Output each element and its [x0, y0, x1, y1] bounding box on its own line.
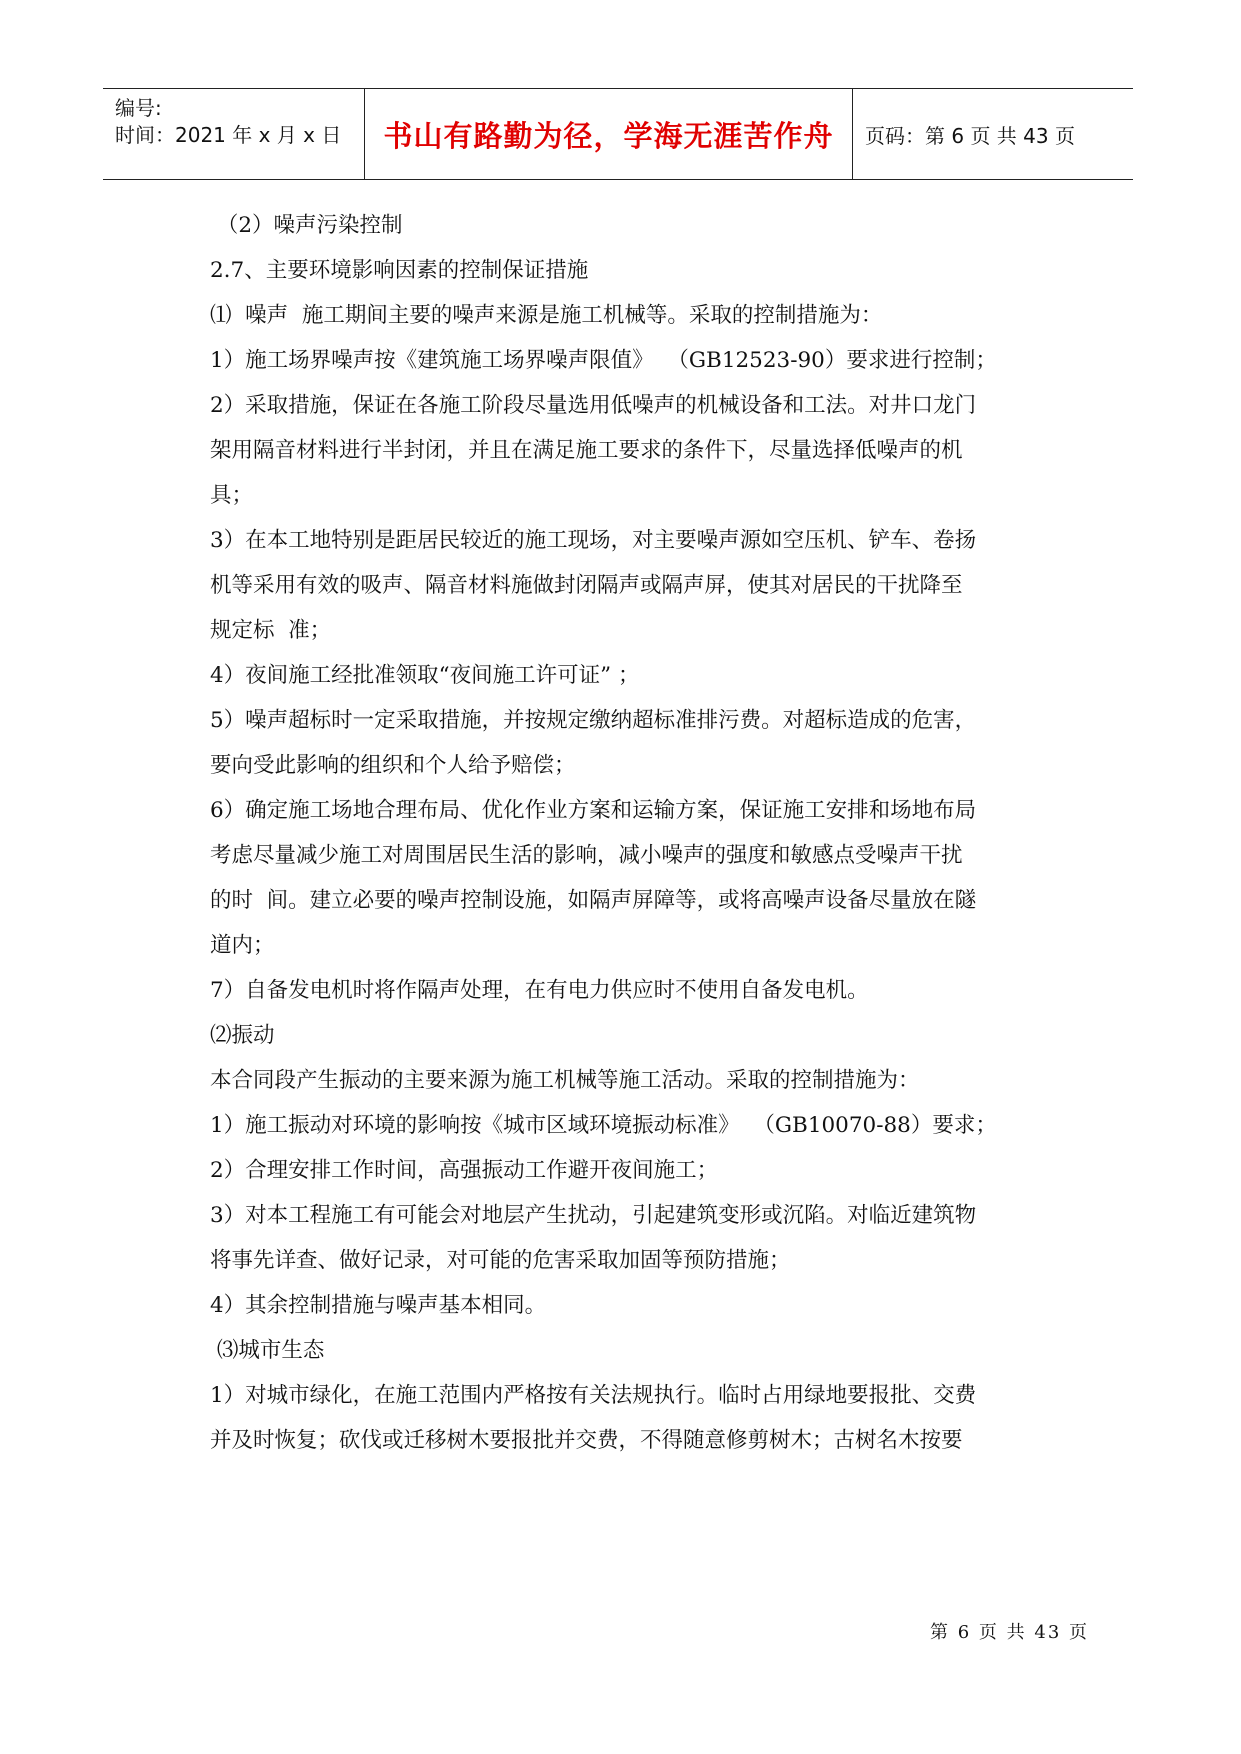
document-number-label: 编号: [115, 96, 162, 120]
body-line: 2）合理安排工作时间，高强振动工作避开夜间施工； [210, 1158, 719, 1183]
body-line: 3）对本工程施工有可能会对地层产生扰动，引起建筑变形或沉陷。对临近建筑物 [210, 1203, 977, 1228]
header-motto: 书山有路勤为径，学海无涯苦作舟 [365, 89, 853, 179]
header-page-code: 页码：第 6 页 共 43 页 [865, 123, 1075, 148]
body-line: 考虑尽量减少施工对周围居民生活的影响，减小噪声的强度和敏感点受噪声干扰 [210, 843, 963, 868]
body-line: （2）噪声污染控制 [210, 213, 403, 238]
body-line: 1）对城市绿化，在施工范围内严格按有关法规执行。临时占用绿地要报批、交费 [210, 1383, 977, 1408]
body-line: 本合同段产生振动的主要来源为施工机械等施工活动。采取的控制措施为： [210, 1068, 920, 1093]
body-line: 5）噪声超标时一定采取措施，并按规定缴纳超标准排污费。对超标造成的危害， [210, 708, 977, 733]
body-line: 并及时恢复；砍伐或迁移树木要报批并交费，不得随意修剪树木；古树名木按要 [210, 1428, 963, 1453]
body-line: 将事先详查、做好记录，对可能的危害采取加固等预防措施； [210, 1248, 791, 1273]
body-line: 3）在本工地特别是距居民较近的施工现场，对主要噪声源如空压机、铲车、卷扬 [210, 528, 977, 553]
document-header [103, 88, 1133, 180]
document-time-label: 时间：2021 年 x 月 x 日 [115, 123, 342, 147]
document-body [210, 208, 1100, 1459]
body-line: 7）自备发电机时将作隔声处理，在有电力供应时不使用自备发电机。 [210, 978, 869, 1003]
body-line: 的时 间。建立必要的噪声控制设施，如隔声屏障等，或将高噪声设备尽量放在隧 [210, 888, 977, 913]
body-line: 1）施工场界噪声按《建筑施工场界噪声限值》 （GB12523-90）要求进行控制； [210, 348, 997, 373]
body-line: 1）施工振动对环境的影响按《城市区域环境振动标准》 （GB10070-88）要求； [210, 1113, 997, 1138]
body-line: 架用隔音材料进行半封闭，并且在满足施工要求的条件下，尽量选择低噪声的机 [210, 438, 963, 463]
body-line: ⑴ 噪声 施工期间主要的噪声来源是施工机械等。采取的控制措施为： [210, 303, 883, 328]
body-line: 具； [210, 483, 254, 508]
body-line: 机等采用有效的吸声、隔音材料施做封闭隔声或隔声屏，使其对居民的干扰降至 [210, 573, 963, 598]
body-line: 4）其余控制措施与噪声基本相同。 [210, 1293, 547, 1318]
body-line: ⑶城市生态 [210, 1338, 325, 1363]
body-line: 道内； [210, 933, 275, 958]
body-line: 4）夜间施工经批准领取“夜间施工许可证” ； [210, 663, 640, 688]
body-line: 6）确定施工场地合理布局、优化作业方案和运输方案，保证施工安排和场地布局 [210, 798, 977, 823]
body-line: ⑵振动 [210, 1023, 275, 1048]
body-line: 规定标 准； [210, 618, 332, 643]
page-footer-indicator: 第 6 页 共 43 页 [930, 1622, 1089, 1643]
body-line: 要向受此影响的组织和个人给予赔偿； [210, 753, 576, 778]
header-meta [103, 89, 365, 179]
body-line: 2）采取措施，保证在各施工阶段尽量选用低噪声的机械设备和工法。对井口龙门 [210, 393, 977, 418]
body-line: 2.7、主要环境影响因素的控制保证措施 [210, 258, 589, 283]
